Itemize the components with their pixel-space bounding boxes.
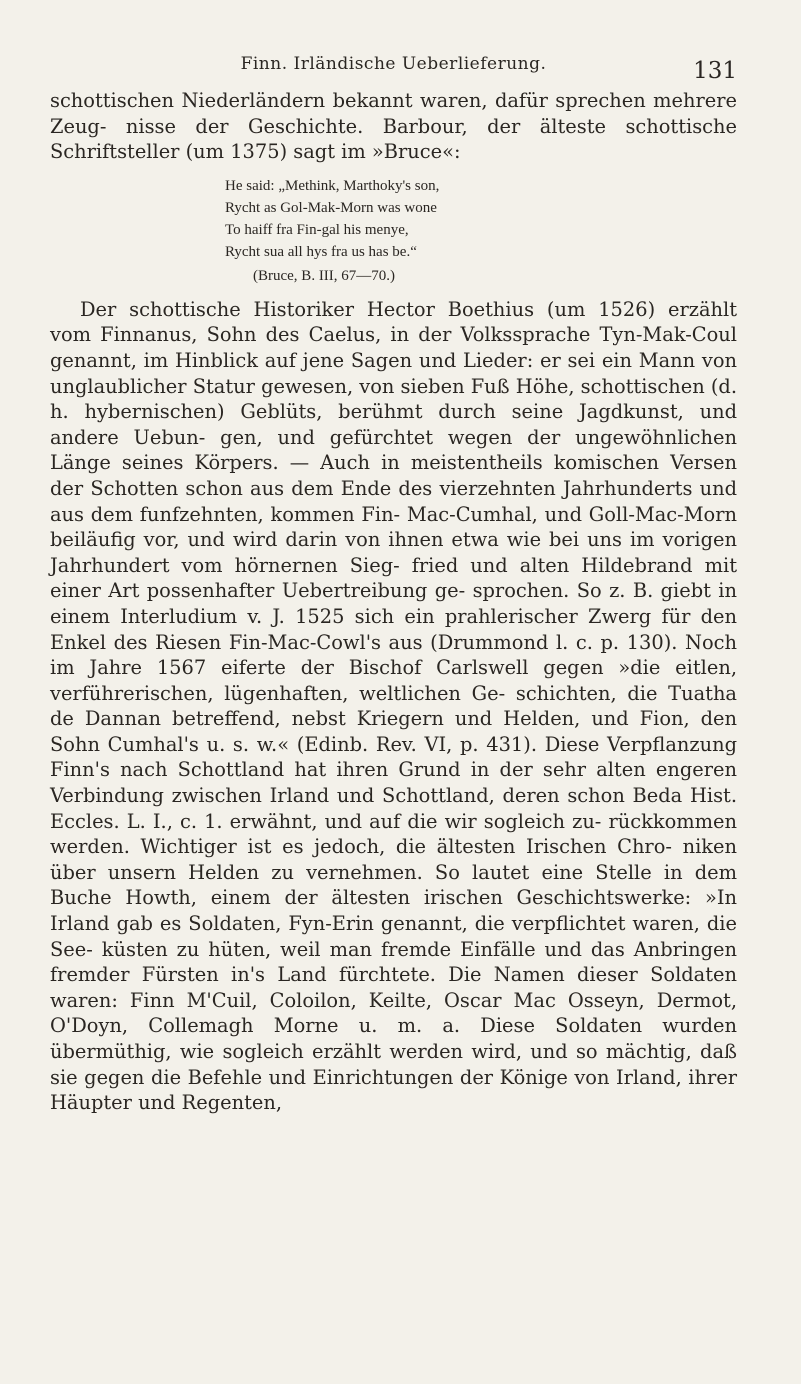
text-line: ihnen etwa wie bei uns im vorigen Jahrhundert vom hörnernen Sieg-: [50, 528, 737, 577]
text-line: unglaublicher Statur gewesen, von sieben Fuß Höhe, schottischen (d. h.: [50, 374, 737, 424]
text-line: Collemagh Morne u. m. a. Diese Soldaten wurden übermüthig, wie: [50, 1014, 738, 1063]
verse-line: Rycht sua all hys fra us has be.“: [225, 243, 417, 260]
text-line: Der schottische Historiker Hector Boethius (um 1526) erzählt vom: [50, 297, 737, 347]
text-line: (Drummond l. c. p. 130). Noch im Jahre 1567 eiferte der Bischof: [50, 630, 737, 680]
text-line: M'Cuil, Coloilon, Keilte, Oscar Mac Osseyn, Dermot, O'Doyn,: [50, 988, 738, 1038]
verse-line: Rycht as Gol-Mak-Morn was wone: [225, 199, 437, 216]
text-line: gen, und gefürchtet wegen der ungewöhnlichen Länge seines Körpers. —: [50, 425, 737, 475]
text-line: alten engeren Verbindung zwischen Irland und Schottland, deren schon: [50, 758, 737, 808]
text-line: sprochen. So z. B. giebt in einem Interludium v. J. 1525 sich ein: [50, 579, 737, 628]
text-line: sogleich erzählt werden wird, und so mächtig, daß sie gegen die Befehle: [50, 1040, 737, 1089]
verse-quotation: [225, 175, 737, 287]
text-line: Finnanus, Sohn des Caelus, in der Volkssprache Tyn-Mak-Coul: [100, 323, 737, 347]
text-line: und Einrichtungen der Könige von Irland, ihrer Häupter und Regenten,: [50, 1065, 737, 1115]
intro-paragraph: [50, 88, 737, 165]
text-line: Mac-Cumhal, und Goll-Mac-Morn beiläufig vor, und wird darin von: [50, 502, 737, 552]
verse-line: He said: „Methink, Marthoky's son,: [225, 177, 440, 194]
text-line: Beda Hist. Eccles. L. I., c. 1. erwähnt, und auf die wir sogleich zu-: [50, 784, 737, 833]
text-line: schottischen Niederländern bekannt waren, dafür sprechen mehrere Zeug-: [50, 89, 737, 138]
body-paragraph: [50, 297, 737, 1116]
running-head: [50, 54, 737, 88]
text-line: genannt, im Hinblick auf jene Sagen und Lieder: er sei ein Mann von: [50, 348, 737, 372]
text-line: niken über unsern Helden zu vernehmen. So lautet eine Stelle in dem: [50, 835, 738, 884]
text-line: küsten zu hüten, weil man fremde Einfälle und das Anbringen fremder: [50, 937, 737, 987]
text-line: Fürsten in's Land fürchtete. Die Namen dieser Soldaten waren: Finn: [50, 963, 737, 1012]
text-line: rückkommen werden. Wichtiger ist es jedoch, die ältesten Irischen Chro-: [50, 809, 737, 859]
text-line: des vierzehnten Jahrhunderts und aus dem funfzehnten, kommen Fin-: [50, 476, 737, 526]
text-line: Buche Howth, einem der ältesten irischen Geschichtswerke: »In Irland: [50, 886, 737, 936]
text-line: prahlerischer Zwerg für den Enkel des Riesen Fin-Mac-Cowl's aus: [50, 604, 738, 654]
running-title: Finn. Irländische Ueberlieferung.: [240, 54, 547, 74]
text-line: Carlswell gegen »die eitlen, verführerischen, lügenhaften, weltlichen Ge-: [50, 656, 737, 705]
verse-line: To haiff fra Fin-gal his menye,: [225, 221, 409, 238]
text-line: hybernischen) Geblüts, berühmt durch seine Jagdkunst, und andere Uebun-: [50, 400, 737, 449]
text-line: nisse der Geschichte. Barbour, der älteste schottische Schriftsteller (um: [50, 114, 737, 164]
text-line: fried und alten Hildebrand mit einer Art possenhafter Uebertreibung ge-: [50, 553, 737, 603]
text-line: 1375) sagt im »Bruce«:: [230, 140, 461, 164]
verse-citation: (Bruce, B. III, 67—70.): [253, 267, 396, 284]
text-line: Diese Verpflanzung Finn's nach Schottland hat ihren Grund in der sehr: [50, 732, 738, 782]
text-line: gab es Soldaten, Fyn-Erin genannt, die verpflichtet waren, die See-: [50, 912, 737, 961]
text-line: schichten, die Tuatha de Dannan betreffend, nebst Kriegern und Helden,: [50, 681, 737, 731]
text-line: und Fion, den Sohn Cumhal's u. s. w.« (Edinb. Rev. VI, p. 431).: [50, 707, 738, 756]
text-line: Auch in meistentheils komischen Versen der Schotten schon aus dem Ende: [50, 451, 737, 500]
page-number: 131: [693, 58, 737, 84]
